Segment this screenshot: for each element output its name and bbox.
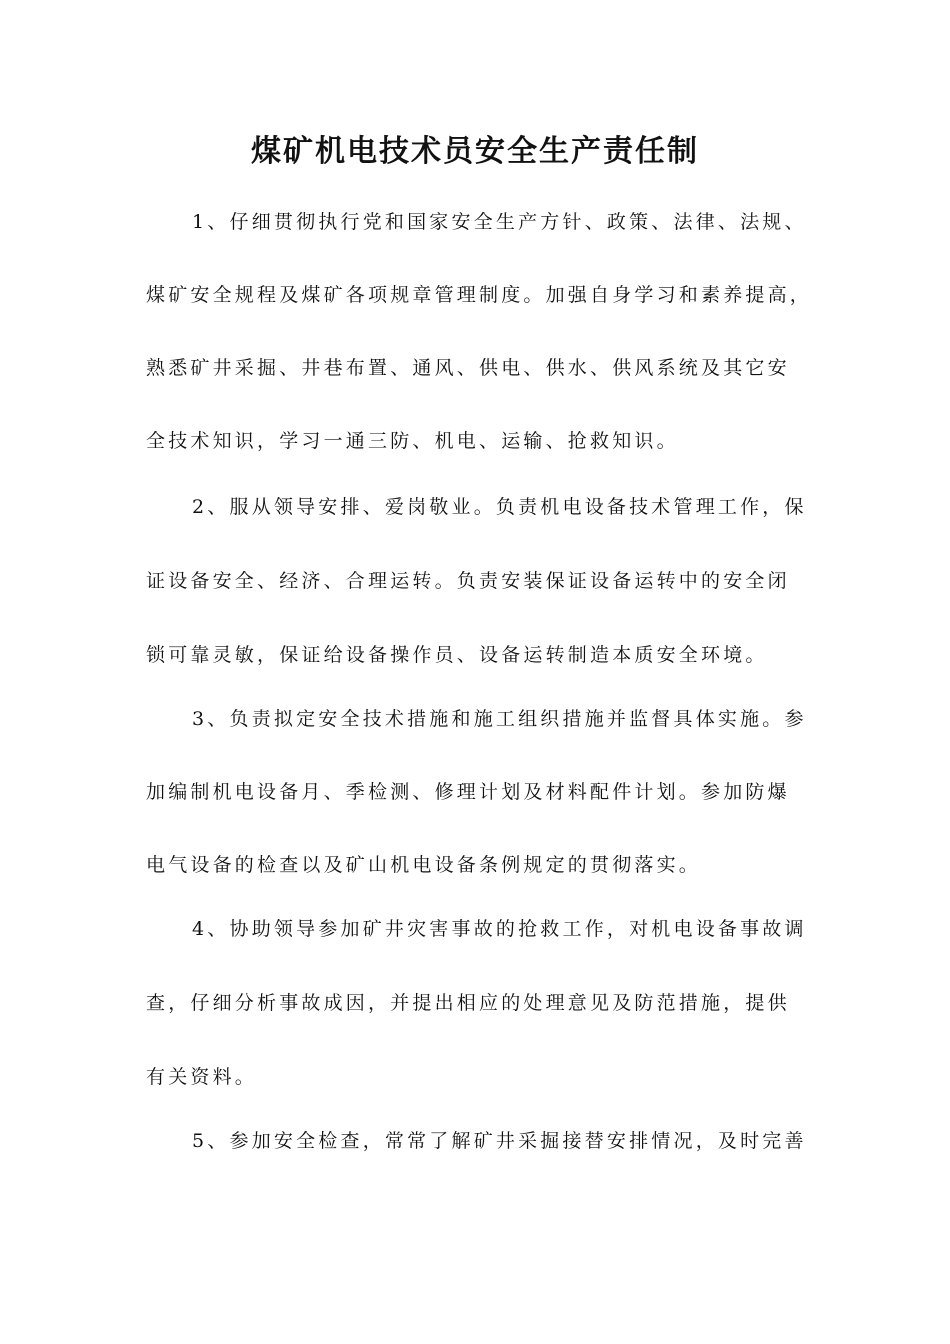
paragraph-2-line-2: 证设备安全、经济、合理运转。负责安装保证设备运转中的安全闭 xyxy=(146,570,790,592)
document-title: 煤矿机电技术员安全生产责任制 xyxy=(251,134,699,169)
paragraph-2-line-3: 锁可靠灵敏，保证给设备操作员、设备运转制造本质安全环境。 xyxy=(146,644,768,666)
paragraph-5-line-1: 5、参加安全检查，常常了解矿井采掘接替安排情况，及时完善 xyxy=(192,1130,807,1152)
paragraph-3-line-1: 3、负责拟定安全技术措施和施工组织措施并监督具体实施。参 xyxy=(192,708,807,730)
paragraph-1-line-3: 熟悉矿井采掘、井巷布置、通风、供电、供水、供风系统及其它安 xyxy=(146,357,790,379)
paragraph-1-line-2: 煤矿安全规程及煤矿各项规章管理制度。加强自身学习和素养提高， xyxy=(146,284,813,306)
paragraph-1-line-1: 1、仔细贯彻执行党和国家安全生产方针、政策、法律、法规、 xyxy=(192,211,807,233)
paragraph-3-line-3: 电气设备的检查以及矿山机电设备条例规定的贯彻落实。 xyxy=(146,854,702,876)
paragraph-4-line-1: 4、协助领导参加矿井灾害事故的抢救工作，对机电设备事故调 xyxy=(192,918,807,940)
paragraph-4-line-3: 有关资料。 xyxy=(146,1066,258,1088)
paragraph-3-line-2: 加编制机电设备月、季检测、修理计划及材料配件计划。参加防爆 xyxy=(146,781,790,803)
paragraph-2-line-1: 2、服从领导安排、爱岗敬业。负责机电设备技术管理工作，保 xyxy=(192,496,807,518)
paragraph-4-line-2: 查，仔细分析事故成因，并提出相应的处理意见及防范措施，提供 xyxy=(146,992,790,1014)
paragraph-1-line-4: 全技术知识，学习一通三防、机电、运输、抢救知识。 xyxy=(146,430,679,452)
